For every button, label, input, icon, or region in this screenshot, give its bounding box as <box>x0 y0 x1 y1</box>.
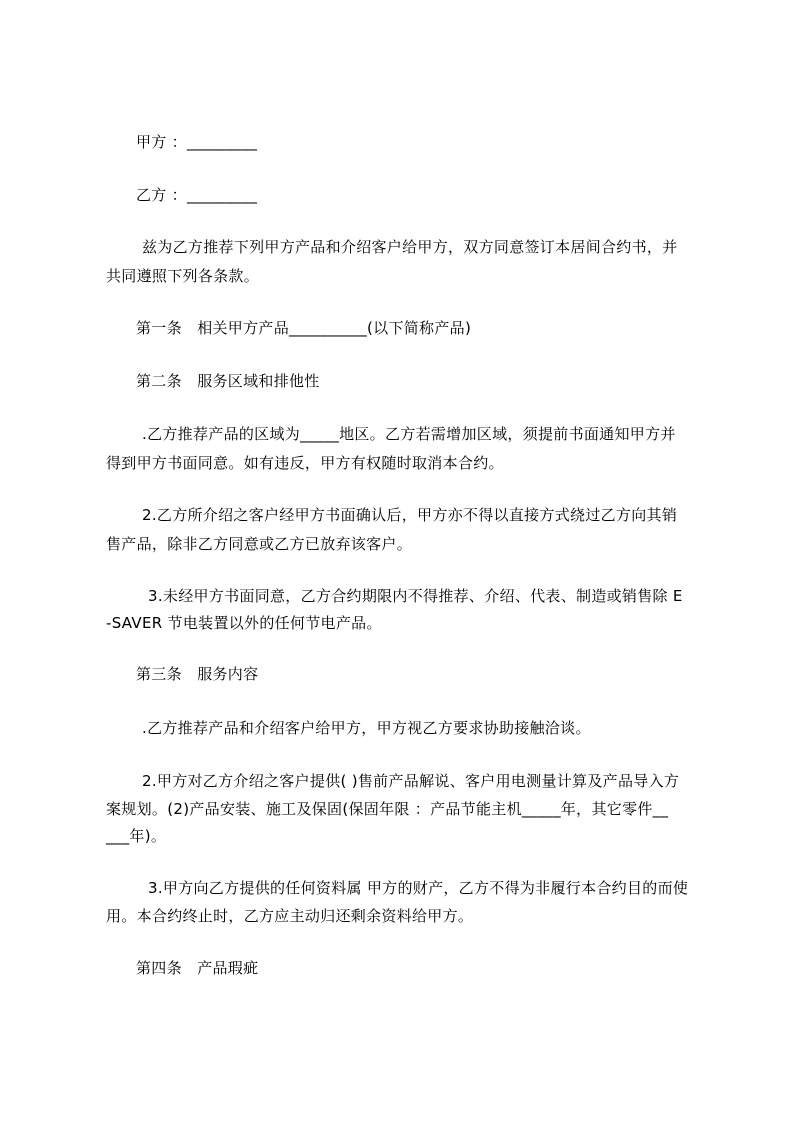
article-2-clause-2-line-2: 售产品，除非乙方同意或乙方已放弃该客户。 <box>106 535 413 553</box>
article-3-clause-1: .乙方推荐产品和介绍客户给甲方，甲方视乙方要求协助接触洽谈。 <box>142 719 591 737</box>
party-a-line: 甲方 ：_________ <box>136 133 258 151</box>
article-1: 第一条 相关甲方产品__________(以下简称产品) <box>136 319 472 337</box>
article-3-clause-2-line-2: 案规划。(2)产品安装、施工及保固(保固年限 ：产品节能主机_____年，其它零件__ <box>106 800 669 818</box>
article-3-title: 第三条 服务内容 <box>136 665 259 683</box>
party-b-line: 乙方 ：_________ <box>136 186 258 204</box>
article-3-clause-2-line-1: 2.甲方对乙方介绍之客户提供( )售前产品解说、客户用电测量计算及产品导入方 <box>142 772 680 790</box>
article-2-clause-1-line-2: 得到甲方书面同意。如有违反，甲方有权随时取消本合约。 <box>106 454 504 472</box>
article-2-clause-3-line-2: -SAVER 节电装置以外的任何节电产品。 <box>106 614 382 632</box>
article-4-title: 第四条 产品瑕疵 <box>136 959 259 977</box>
article-3-clause-3-line-2: 用。本合约终止时，乙方应主动归还剩余资料给甲方。 <box>106 907 474 925</box>
article-2-title: 第二条 服务区域和排他性 <box>136 372 320 390</box>
intro-line-1: 兹为乙方推荐下列甲方产品和介绍客户给甲方，双方同意签订本居间合约书，并 <box>142 238 678 256</box>
article-2-clause-2-line-1: 2.乙方所介绍之客户经甲方书面确认后，甲方亦不得以直接方式绕过乙方向其销 <box>142 506 678 524</box>
intro-line-2: 共同遵照下列各条款。 <box>106 267 260 285</box>
article-2-clause-3-line-1: 3.未经甲方书面同意，乙方合约期限内不得推荐、介绍、代表、制造或销售除 E <box>148 587 683 605</box>
article-2-clause-1-line-1: .乙方推荐产品的区域为_____地区。乙方若需增加区域，须提前书面通知甲方并 <box>142 425 676 443</box>
article-3-clause-2-line-3: ___年)。 <box>106 827 167 845</box>
article-3-clause-3-line-1: 3.甲方向乙方提供的任何资料属 甲方的财产，乙方不得为非履行本合约目的而使 <box>148 879 689 897</box>
